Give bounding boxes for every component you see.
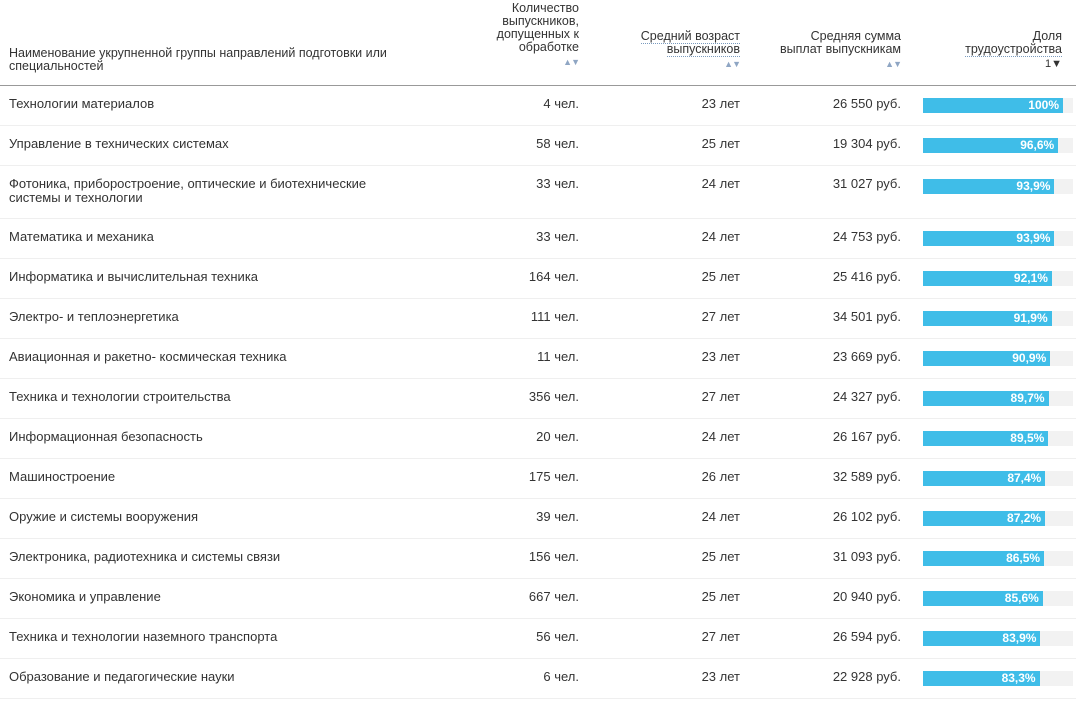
column-header-count[interactable] (439, 2, 579, 69)
graduate-count: 4 чел. (543, 96, 579, 111)
column-header-count-line: допущенных к (496, 27, 579, 41)
table-row (0, 619, 1076, 659)
sort-arrows-icon[interactable]: ▲▼ (724, 59, 740, 69)
graduate-count: 175 чел. (528, 469, 579, 484)
average-payment: 32 589 руб. (832, 469, 901, 484)
column-header-pay[interactable] (741, 30, 901, 71)
graduate-count: 11 чел. (537, 349, 579, 364)
average-payment: 24 753 руб. (832, 229, 901, 244)
average-age: 25 лет (701, 549, 740, 564)
table-row (0, 259, 1076, 299)
column-header-name: Наименование укрупненной группы направлений подготовки или специальностей (9, 46, 387, 73)
average-payment: 34 501 руб. (832, 309, 901, 324)
table-body (0, 86, 1076, 699)
direction-name: Авиационная и ракетно- космическая техника (9, 349, 287, 364)
graduate-count: 667 чел. (528, 589, 579, 604)
employment-bar (923, 98, 1063, 113)
column-header-pay-line: Средняя сумма (810, 29, 901, 43)
employment-share-label: 83,3% (1001, 671, 1036, 685)
employment-bar (923, 391, 1049, 406)
table-row (0, 339, 1076, 379)
direction-name: Экономика и управление (9, 589, 161, 604)
graduate-count: 39 чел. (536, 509, 579, 524)
table-row (0, 299, 1076, 339)
employment-share-label: 92,1% (1013, 271, 1048, 285)
table-row (0, 379, 1076, 419)
direction-name: Оружие и системы вооружения (9, 509, 199, 524)
employment-bar (923, 271, 1052, 286)
column-header-employment[interactable] (902, 30, 1062, 71)
direction-name: Техника и технологии наземного транспорта (9, 629, 278, 644)
average-payment: 20 940 руб. (832, 589, 901, 604)
average-age: 24 лет (701, 509, 740, 524)
direction-name: Техника и технологии строительства (9, 389, 231, 404)
average-age: 26 лет (701, 469, 740, 484)
column-header-count-line: выпускников, (502, 14, 579, 28)
graduate-count: 20 чел. (536, 429, 579, 444)
graduate-count: 56 чел. (536, 629, 579, 644)
column-header-age-line: Средний возраст (640, 29, 740, 43)
average-age: 25 лет (701, 136, 740, 151)
graduate-count: 156 чел. (528, 549, 579, 564)
sort-desc-icon[interactable]: 1▼ (1044, 58, 1062, 70)
employment-bar (923, 179, 1054, 194)
employment-bar (923, 138, 1058, 153)
average-payment: 26 167 руб. (832, 429, 901, 444)
employment-bar-track (923, 351, 1073, 366)
direction-name: Математика и механика (9, 229, 154, 244)
average-age: 23 лет (701, 669, 740, 684)
sort-arrows-icon[interactable]: ▲▼ (563, 57, 579, 67)
direction-name: Управление в технических системах (9, 136, 229, 151)
employment-bar-track (923, 551, 1073, 566)
employment-bar-track (923, 271, 1073, 286)
employment-bar (923, 311, 1052, 326)
graduate-count: 6 чел. (543, 669, 579, 684)
table-row (0, 459, 1076, 499)
employment-share-label: 86,5% (1006, 551, 1041, 565)
graduate-count: 356 чел. (528, 389, 579, 404)
employment-bar-track (923, 471, 1073, 486)
employment-share-label: 87,2% (1007, 511, 1042, 525)
employment-share-label: 85,6% (1004, 591, 1039, 605)
table-row (0, 219, 1076, 259)
column-header-employment-line: трудоустройства (965, 42, 1062, 56)
direction-name: Образование и педагогические науки (9, 669, 235, 684)
employment-share-label: 93,9% (1016, 231, 1051, 245)
table-row (0, 126, 1076, 166)
employment-bar-track (923, 179, 1073, 194)
employment-bar (923, 671, 1040, 686)
average-payment: 26 102 руб. (832, 509, 901, 524)
table-row (0, 499, 1076, 539)
employment-share-label: 83,9% (1002, 631, 1037, 645)
graduate-count: 111 чел. (530, 309, 579, 324)
employment-share-label: 90,9% (1012, 351, 1047, 365)
employment-share-label: 93,9% (1016, 179, 1051, 193)
average-age: 27 лет (701, 309, 740, 324)
employment-bar-track (923, 138, 1073, 153)
direction-name: Электро- и теплоэнергетика (9, 309, 179, 324)
employment-share-label: 91,9% (1013, 311, 1048, 325)
employment-bar-track (923, 671, 1073, 686)
table-header (0, 0, 1076, 86)
employment-bar (923, 591, 1043, 606)
table-row (0, 166, 1076, 219)
table-row (0, 419, 1076, 459)
average-payment: 31 093 руб. (832, 549, 901, 564)
column-header-age-line: выпускников (666, 42, 740, 56)
column-header-count-line: обработке (518, 40, 579, 54)
employment-bar (923, 351, 1050, 366)
graduate-count: 33 чел. (536, 229, 579, 244)
average-payment: 22 928 руб. (832, 669, 901, 684)
average-payment: 26 550 руб. (832, 96, 901, 111)
graduate-count: 58 чел. (536, 136, 579, 151)
average-age: 24 лет (701, 229, 740, 244)
direction-name: Информатика и вычислительная техника (9, 269, 259, 284)
employment-share-label: 100% (1028, 98, 1059, 112)
employment-bar-track (923, 631, 1073, 646)
average-age: 23 лет (701, 96, 740, 111)
graduate-count: 164 чел. (528, 269, 579, 284)
employment-bar-track (923, 391, 1073, 406)
column-header-count-line: Количество (511, 1, 579, 15)
table-row (0, 539, 1076, 579)
average-age: 27 лет (701, 629, 740, 644)
average-age: 23 лет (701, 349, 740, 364)
employment-bar-track (923, 231, 1073, 246)
table-row (0, 579, 1076, 619)
employment-bar-track (923, 311, 1073, 326)
average-payment: 26 594 руб. (832, 629, 901, 644)
employment-share-label: 89,7% (1010, 391, 1045, 405)
employment-share-label: 87,4% (1007, 471, 1042, 485)
average-age: 27 лет (701, 389, 740, 404)
employment-bar (923, 471, 1045, 486)
average-age: 24 лет (701, 176, 740, 191)
table-row (0, 659, 1076, 699)
employment-bar-track (923, 511, 1073, 526)
employment-bar-track (923, 98, 1073, 113)
average-age: 25 лет (701, 589, 740, 604)
employment-bar (923, 511, 1045, 526)
employment-bar-track (923, 591, 1073, 606)
table-row (0, 86, 1076, 126)
average-payment: 23 669 руб. (832, 349, 901, 364)
average-payment: 31 027 руб. (832, 176, 901, 191)
column-header-age[interactable] (600, 30, 740, 71)
average-payment: 24 327 руб. (832, 389, 901, 404)
employment-bar (923, 551, 1044, 566)
direction-name: Информационная безопасность (9, 429, 203, 444)
average-payment: 19 304 руб. (832, 136, 901, 151)
employment-bar-track (923, 431, 1073, 446)
average-age: 24 лет (701, 429, 740, 444)
employment-share-label: 96,6% (1020, 138, 1055, 152)
average-payment: 25 416 руб. (832, 269, 901, 284)
column-header-pay-line: выплат выпускникам (780, 42, 901, 56)
direction-name: Электроника, радиотехника и системы связи (9, 549, 281, 564)
employment-bar (923, 631, 1040, 646)
direction-name: Машиностроение (9, 469, 116, 484)
graduate-count: 33 чел. (536, 176, 579, 191)
employment-share-label: 89,5% (1010, 431, 1045, 445)
employment-bar (923, 231, 1054, 246)
employment-bar (923, 431, 1048, 446)
average-age: 25 лет (701, 269, 740, 284)
direction-name: Технологии материалов (9, 96, 155, 111)
sort-arrows-icon[interactable]: ▲▼ (885, 59, 901, 69)
direction-name: Фотоника, приборостроение, оптические и биотехнические системы и технологии (9, 176, 367, 205)
column-header-employment-line: Доля (1032, 29, 1062, 43)
